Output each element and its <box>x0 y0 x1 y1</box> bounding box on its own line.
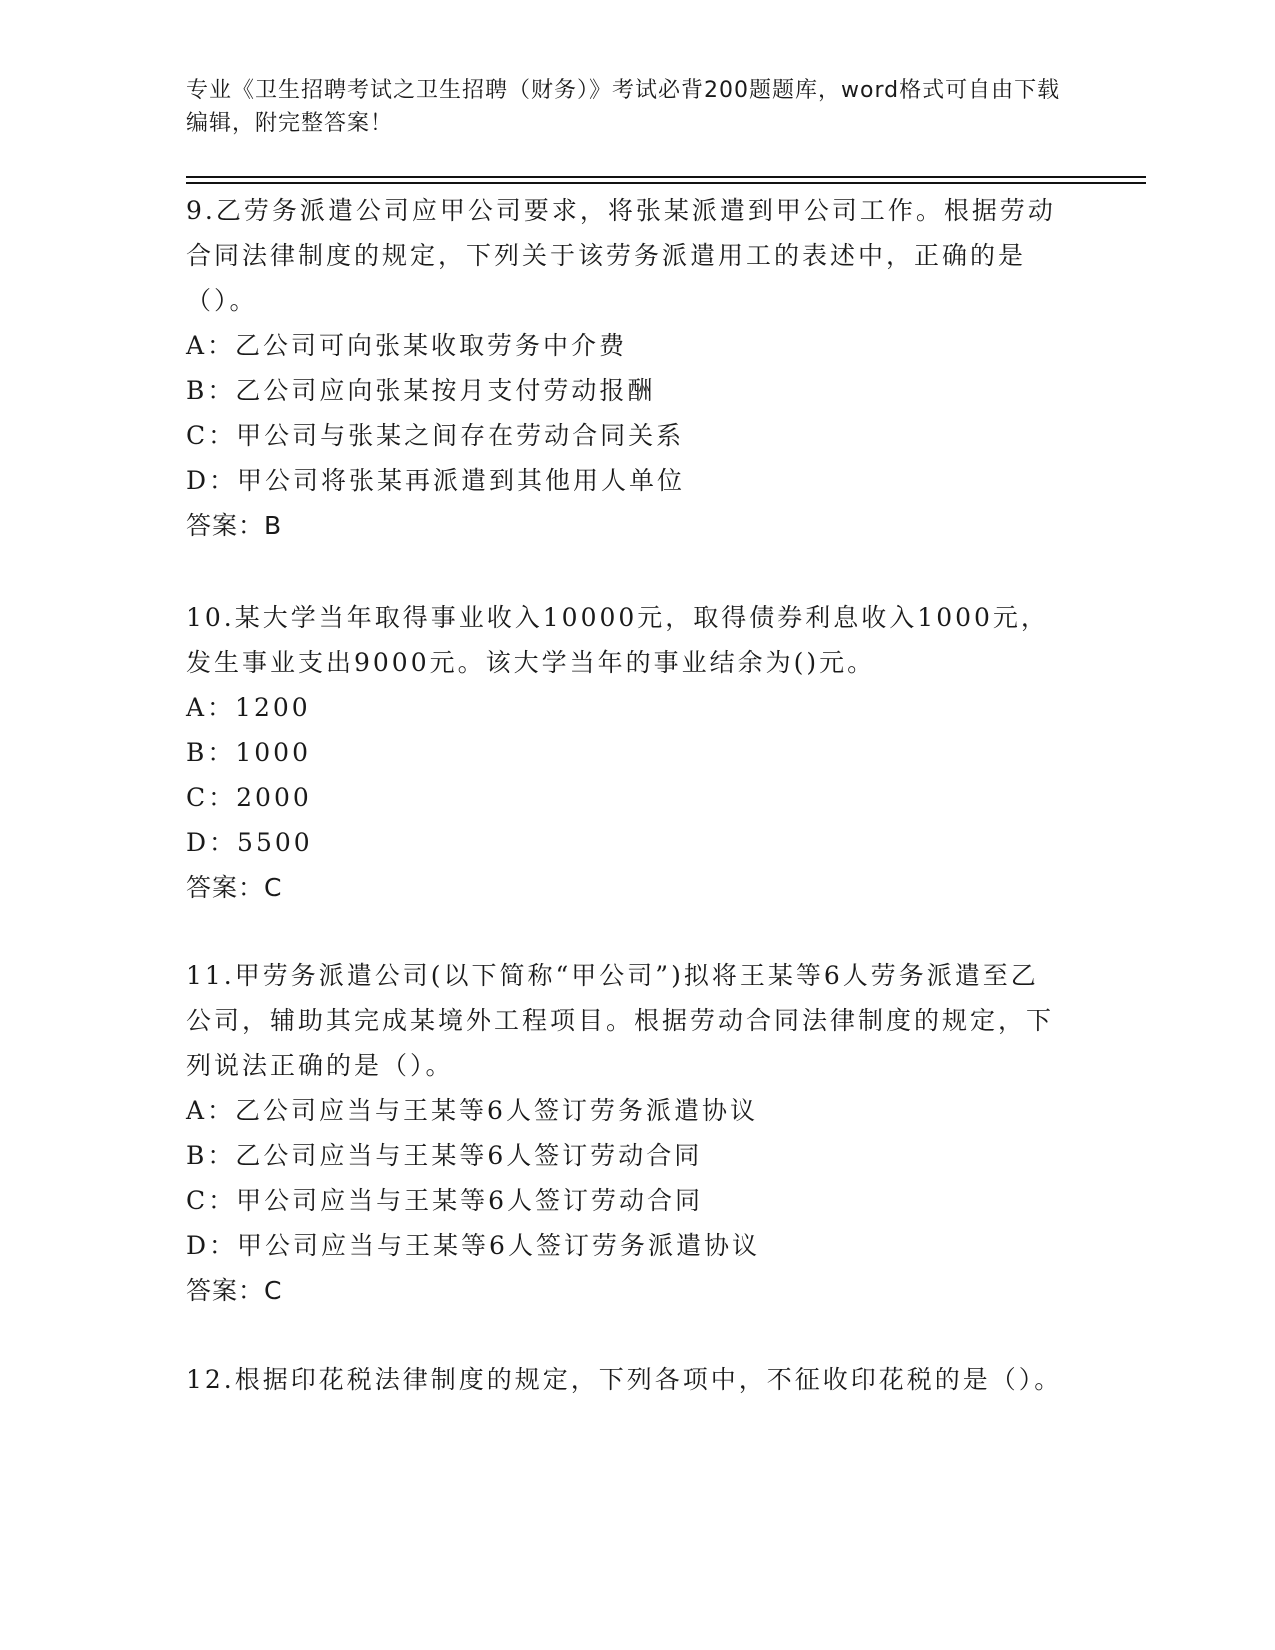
answer-line: 答案：C <box>186 873 283 902</box>
question-text: 10.某大学当年取得事业收入10000元，取得债券利息收入1000元，发生事业支出9000元。该大学当年的事业结余为()元。 <box>186 603 1049 677</box>
header-divider-top <box>186 176 1146 178</box>
option-d: D：甲公司应当与王某等6人签订劳务派遣协议 <box>186 1231 760 1260</box>
question-text: 11.甲劳务派遣公司(以下简称“甲公司”)拟将王某等6人劳务派遣至乙公司，辅助其完成某境外工程项目。根据劳动合同法律制度的规定，下列说法正确的是（）。 <box>186 961 1055 1080</box>
question-10 <box>186 595 1066 910</box>
answer-line: 答案：C <box>186 1276 283 1305</box>
option-b: B：乙公司应向张某按月支付劳动报酬 <box>186 376 656 405</box>
answer-line: 答案：B <box>186 511 283 540</box>
header-divider-bottom <box>186 182 1146 184</box>
document-header: 专业《卫生招聘考试之卫生招聘（财务）》考试必背200题题库，word格式可自由下载编辑，附完整答案！ <box>186 78 1061 136</box>
option-d: D：5500 <box>186 828 313 857</box>
option-b: B：1000 <box>186 738 311 767</box>
question-text: 9.乙劳务派遣公司应甲公司要求，将张某派遣到甲公司工作。根据劳动合同法律制度的规定，下列关于该劳务派遣用工的表述中，正确的是（）。 <box>186 196 1056 315</box>
option-c: C：甲公司与张某之间存在劳动合同关系 <box>186 421 685 450</box>
option-c: C：2000 <box>186 783 312 812</box>
option-b: B：乙公司应当与王某等6人签订劳动合同 <box>186 1141 703 1170</box>
option-d: D：甲公司将张某再派遣到其他用人单位 <box>186 466 686 495</box>
option-a: A：乙公司应当与王某等6人签订劳务派遣协议 <box>186 1096 758 1125</box>
question-11 <box>186 953 1066 1313</box>
question-12 <box>186 1357 1066 1402</box>
question-9 <box>186 188 1066 548</box>
option-a: A：1200 <box>186 693 311 722</box>
question-text: 12.根据印花税法律制度的规定，下列各项中，不征收印花税的是（）。 <box>186 1365 1063 1394</box>
option-a: A：乙公司可向张某收取劳务中介费 <box>186 331 628 360</box>
option-c: C：甲公司应当与王某等6人签订劳动合同 <box>186 1186 704 1215</box>
